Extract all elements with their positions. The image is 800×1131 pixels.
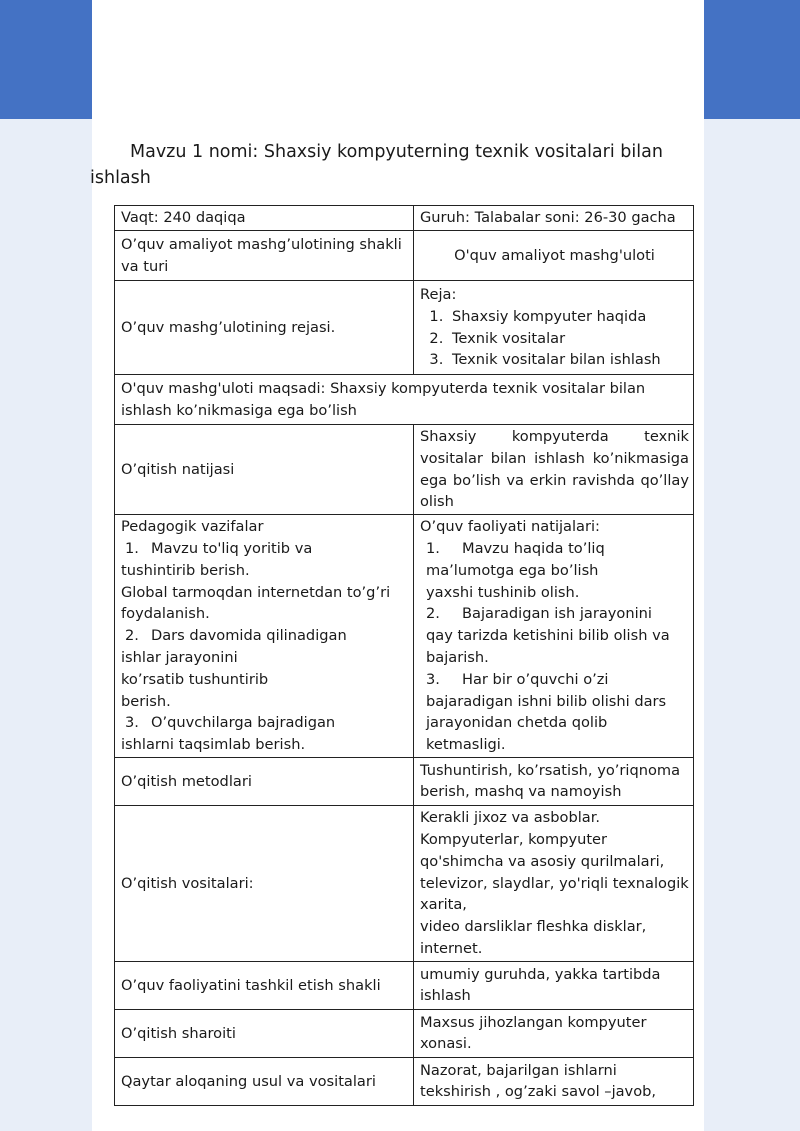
outcome-item-2 bbox=[420, 603, 689, 625]
task-item-2-cont: ishlar jarayonini ko’rsatib tushuntirib berish. bbox=[121, 648, 269, 710]
org-value: umumiy guruhda, yakka tartibda ishlash bbox=[414, 961, 694, 1009]
task-item-2-number: 2. bbox=[125, 627, 139, 645]
table-row bbox=[115, 206, 694, 231]
task-extra-line: Global tarmoqdan internetdan to’g’ri foydalanish. bbox=[121, 583, 391, 623]
decorative-header-block-right bbox=[704, 0, 800, 119]
page-margin-left bbox=[0, 119, 92, 1131]
task-item-3-number: 3. bbox=[125, 714, 139, 732]
decorative-header-block-left bbox=[0, 0, 92, 119]
list-item: 2. Texnik vositalar bbox=[448, 328, 689, 350]
lesson-title-line1: Mavzu 1 nomi: Shaxsiy kompyuterning texnik vositalari bilan bbox=[130, 142, 663, 162]
time-cell: Vaqt: 240 daqiqa bbox=[115, 206, 414, 231]
plan-label: O’quv mashg’ulotining rejasi. bbox=[115, 281, 414, 375]
task-item-1-cont: tushintirib berish. bbox=[121, 561, 250, 579]
task-item-1 bbox=[121, 538, 409, 560]
table-row bbox=[115, 1009, 694, 1057]
task-item-1-text: Mavzu to'liq yoritib va bbox=[151, 539, 313, 557]
form-value: O'quv amaliyot mashg'uloti bbox=[414, 231, 694, 281]
plan-heading: Reja: bbox=[420, 285, 457, 303]
outcome-item-2-number: 2. bbox=[426, 605, 440, 623]
list-item: 1. Shaxsiy kompyuter haqida bbox=[448, 306, 689, 328]
tasks-heading: Pedagogik vazifalar bbox=[121, 518, 264, 536]
outcome-item-1-number: 1. bbox=[426, 539, 440, 557]
tools-line: Kerakli jixoz va asboblar. bbox=[420, 809, 601, 827]
feedback-label: Qaytar aloqaning usul va vositalari bbox=[115, 1057, 414, 1105]
list-item: 3. Texnik vositalar bilan ishlash bbox=[448, 349, 689, 371]
task-item-3 bbox=[121, 712, 409, 734]
org-label: O’quv faoliyatini tashkil etish shakli bbox=[115, 961, 414, 1009]
conditions-label: O’qitish sharoiti bbox=[115, 1009, 414, 1057]
table-row bbox=[115, 425, 694, 515]
plan-cell bbox=[414, 281, 694, 375]
task-item-2 bbox=[121, 625, 409, 647]
outcome-item-2-text: Bajaradigan ish jarayonini bbox=[462, 605, 652, 623]
lesson-plan-table bbox=[114, 205, 694, 1106]
tasks-cell bbox=[115, 515, 414, 758]
outcome-item-1 bbox=[420, 538, 689, 560]
methods-label: O’qitish metodlari bbox=[115, 757, 414, 805]
goal-cell: O'quv mashg'uloti maqsadi: Shaxsiy kompyuterda texnik vositalar bilan ishlash ko’nikmasiga ega bo’lish bbox=[115, 375, 694, 425]
form-label: O’quv amaliyot mashg’ulotining shakli va turi bbox=[115, 231, 414, 281]
table-row bbox=[115, 1057, 694, 1105]
task-item-1-number: 1. bbox=[125, 539, 139, 557]
table-row bbox=[115, 805, 694, 961]
table-row bbox=[115, 231, 694, 281]
conditions-value: Maxsus jihozlangan kompyuter xonasi. bbox=[414, 1009, 694, 1057]
result-value: Shaxsiy kompyuterda texnik vositalar bilan ishlash ko’nikmasiga ega bo’lish va erkin ravishda qo’llay olish bbox=[414, 425, 694, 515]
outcome-item-2-cont: qay tarizda ketishini bilib olish va bajarish. bbox=[426, 627, 670, 666]
tools-line: video darsliklar fleshka disklar, internet. bbox=[420, 918, 647, 957]
task-item-3-text: O’quvchilarga bajradigan bbox=[151, 714, 336, 732]
table-row bbox=[115, 757, 694, 805]
lesson-title-line2: ishlash bbox=[90, 168, 151, 188]
result-label: O’qitish natijasi bbox=[115, 425, 414, 515]
outcome-item-3-text: Har bir o’quvchi o’zi bbox=[462, 670, 609, 688]
task-item-3-cont: ishlarni taqsimlab berish. bbox=[121, 736, 306, 754]
outcome-item-1-cont2: yaxshi tushinib olish. bbox=[426, 583, 580, 601]
table-row bbox=[115, 281, 694, 375]
lesson-title bbox=[90, 139, 690, 191]
group-cell: Guruh: Talabalar soni: 26-30 gacha bbox=[414, 206, 694, 231]
outcome-item-3 bbox=[420, 669, 689, 691]
outcomes-cell bbox=[414, 515, 694, 758]
outcome-item-1-cont: ma’lumotga ega bo’lish bbox=[426, 561, 599, 579]
outcome-item-3-cont: bajaradigan ishni bilib olishi dars jarayonidan chetda qolib ketmasligi. bbox=[426, 692, 667, 754]
outcomes-heading: O’quv faoliyati natijalari: bbox=[420, 518, 600, 536]
table-row bbox=[115, 961, 694, 1009]
table-row bbox=[115, 515, 694, 758]
tools-line: Kompyuterlar, kompyuter qo'shimcha va asosiy qurilmalari, televizor, slaydlar, yo'riqli texnalogik xarita, bbox=[420, 830, 689, 914]
feedback-value: Nazorat, bajarilgan ishlarni tekshirish , og’zaki savol –javob, bbox=[414, 1057, 694, 1105]
outcome-item-3-number: 3. bbox=[426, 670, 440, 688]
methods-value: Tushuntirish, ko’rsatish, yo’riqnoma berish, mashq va namoyish bbox=[414, 757, 694, 805]
tools-cell bbox=[414, 805, 694, 961]
page-margin-right bbox=[704, 119, 800, 1131]
task-item-2-text: Dars davomida qilinadigan bbox=[151, 627, 347, 645]
outcome-item-1-text: Mavzu haqida to’liq bbox=[462, 539, 605, 557]
tools-label: O’qitish vositalari: bbox=[115, 805, 414, 961]
table-row bbox=[115, 375, 694, 425]
plan-list bbox=[420, 306, 689, 371]
